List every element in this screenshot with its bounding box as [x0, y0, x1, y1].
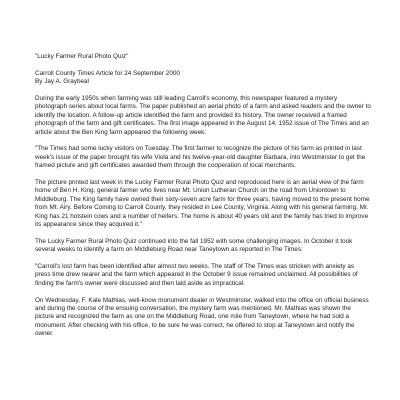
source-line: Carroll County Times Article for 24 September 2000: [35, 69, 180, 77]
paragraph-king-farm: The picture printed last week in the Lucky Farmer Rural Photo Quiz and reproduced here is an aerial view of the farm home of Ben H. King, general farmer who lives near Mt. Union Lutheran Church on the road from Uniontown to Middleburg. The King family have owned their sixty-seven acre farm for three years, having moved to the present home from Mt. Airy. Before Coming to Carroll County, they resided in Lee County, Virginia. Along with his general farming, Mr. King has 21 holstein cows and a number of heifers. The home is about 40 years old and the family has tried to improve its appearance since they acquired it.": [35, 179, 370, 229]
paragraph-mathias: On Wednesday, F. Kale Mathias, well-know monument dealer in Westminster, walked into the office on official business and during the course of the ensuing conversation, the mystery farm was mentioned. Mr. Mathias was shown the picture and recognized the farm as one on the Middleburg Road, one mile from Taneytown, where he had sold a monument. After checking with his office, to be sure he was correct, he offered to stop at Taneytown and notify the owner.: [35, 296, 369, 338]
paragraph-quote-visitors: "The Times had some lucky visitors on Tuesday. The first farmer to recognize the picture of his farm as printed in last week's issue of the paper brought his wife Viola and his twelve-year-old daughter Barbara, into Westminster to get the framed picture and gift certificates awarded them through the cooperation of local merchants.: [35, 145, 366, 170]
article-header: [35, 70, 371, 87]
article-title: "Lucky Farmer Rural Photo Quiz": [35, 53, 129, 60]
author-line: By Jay A. Graybeal: [35, 78, 89, 86]
paragraph-intro: During the early 1950s when farming was still leading Carroll's economy, this newspaper featured a mystery photograph series about local farms. The paper published an aerial photo of a farm and asked readers and the owner to identify the location. A follow-up article identified the farm and provided its history. The owner received a framed photograph of the farm and gift certificates. The first image appeared in the August 14, 1952 issue of The Times and an article about the Ben King farm appeared the following week:: [35, 95, 371, 136]
article-body: [35, 53, 371, 339]
paragraph-quiz-continued: The Lucky Farmer Rural Photo Quiz continued into the fall 1952 with some challenging images. In October it took several weeks to identify a farm on Middleburg Road near Taneytown as reported in The Times:: [35, 237, 353, 254]
paragraph-lost-farm: "Carroll's lost farm has been identified after almost two weeks. The staff of The Times was stricken with anxiety as press time drew nearer and the farm which appeared in the October 9 issue remained unclaimed. All possibilities of finding the farm's owner were discussed and then laid aside as impractical.: [35, 263, 358, 287]
